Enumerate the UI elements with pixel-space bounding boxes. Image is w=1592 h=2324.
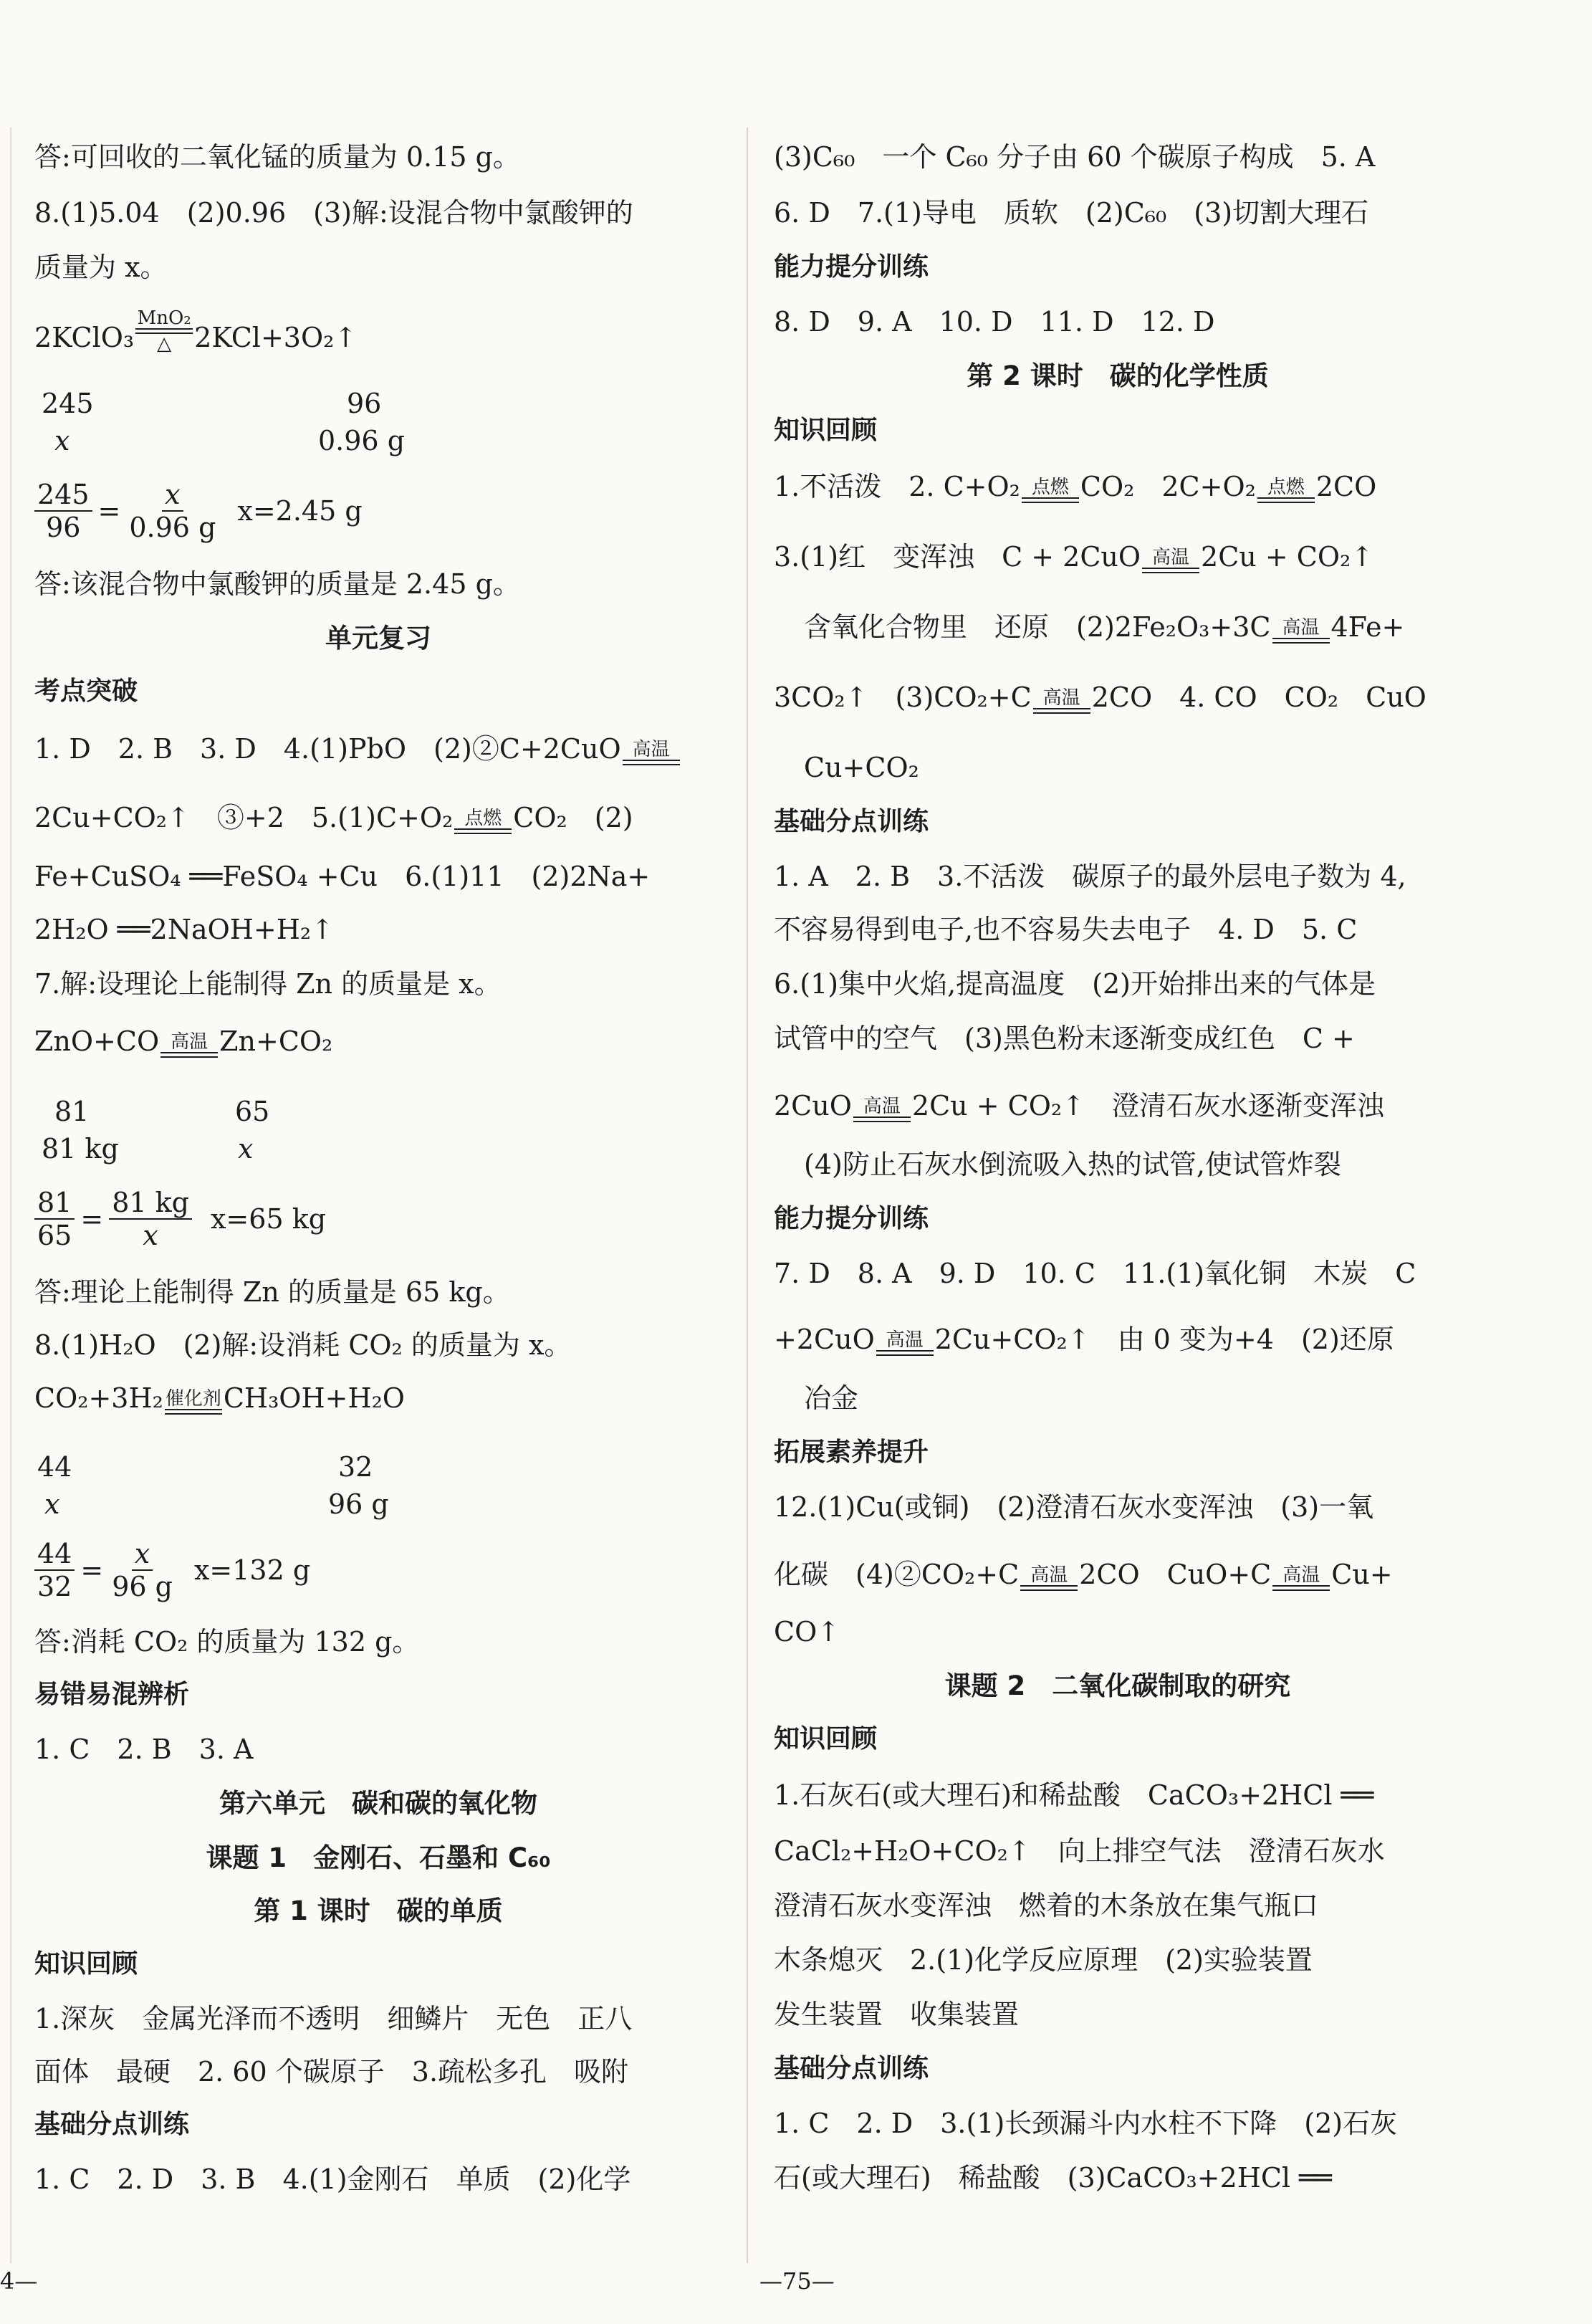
text-line: Fe+CuSO₄ ══FeSO₄ +Cu 6.(1)11 (2)2Na+ [34, 861, 651, 892]
column-divider [747, 128, 748, 2263]
equation-rhs: Zn+CO₂ [219, 1025, 333, 1057]
ratio-value: 96 [347, 388, 382, 419]
equation-rhs: CH₃OH+H₂O [223, 1382, 405, 1414]
equals-bar [1257, 497, 1315, 503]
text-segment: 化碳 (4)②CO₂+C [774, 1559, 1020, 1590]
result: x=65 kg [211, 1203, 327, 1235]
text-line: 木条熄灭 2.(1)化学反应原理 (2)实验装置 [774, 1944, 1313, 1976]
condition-top: 高温 [1030, 1564, 1068, 1586]
ratio-value: x [54, 425, 70, 456]
equation-lhs: ZnO+CO [34, 1025, 160, 1057]
text-line: Cu+CO₂ [804, 752, 919, 783]
reaction-condition [1272, 618, 1330, 644]
subsection-heading: 知识回顾 [774, 1724, 878, 1754]
condition-top: 高温 [1282, 617, 1320, 639]
ratio-value: 96 g [328, 1488, 389, 1520]
text-line: 1. A 2. B 3.不活泼 碳原子的最外层电子数为 4, [774, 861, 1406, 892]
reaction-condition [1272, 1565, 1330, 1591]
denominator: 0.96 g [129, 512, 216, 543]
condition-top: 高温 [632, 739, 670, 760]
text-segment: CO₂ 2C+O₂ [1080, 471, 1256, 502]
text-line: 8.(1)H₂O (2)解:设消耗 CO₂ 的质量为 x。 [34, 1329, 572, 1361]
equals-bar [623, 760, 680, 765]
subsection-heading: 能力提分训练 [774, 252, 929, 282]
equals-bar [165, 1409, 222, 1415]
denominator: x [143, 1220, 158, 1251]
equals-bar [1272, 1585, 1330, 1591]
ratio-value: 0.96 g [318, 425, 406, 456]
text-line: 石(或大理石) 稀盐酸 (3)CaCO₃+2HCl ══ [774, 2162, 1332, 2194]
equals-sign: = [80, 1554, 104, 1586]
subsection-heading: 知识回顾 [34, 1949, 138, 1979]
text-line: 1. C 2. B 3. A [34, 1734, 254, 1765]
text-line: 不容易得到电子,也不容易失去电子 4. D 5. C [774, 914, 1358, 945]
subsection-heading: 易错易混辨析 [34, 1680, 190, 1709]
text-line: 7. D 8. A 9. D 10. C 11.(1)氧化铜 木炭 C [774, 1258, 1416, 1289]
equation-lhs: CO₂+3H₂ [34, 1382, 163, 1414]
text-line: 6.(1)集中火焰,提高温度 (2)开始排出来的气体是 [774, 968, 1376, 1000]
equals-bar [1020, 1585, 1078, 1591]
condition-top: 点燃 [464, 808, 502, 829]
numerator: x [132, 1538, 153, 1571]
text-line: CaCl₂+H₂O+CO₂↑ 向上排空气法 澄清石灰水 [774, 1835, 1385, 1867]
text-line: 冶金 [804, 1382, 859, 1414]
text-line: 8.(1)5.04 (2)0.96 (3)解:设混合物中氯酸钾的 [34, 197, 633, 229]
equation [34, 1382, 405, 1415]
text-segment: 1. D 2. B 3. D 4.(1)PbO (2)②C+2CuO [34, 733, 621, 765]
text-line: 12.(1)Cu(或铜) (2)澄清石灰水变浑浊 (3)一氧 [774, 1491, 1374, 1523]
page-number: —75— [759, 2267, 835, 2295]
condition-top: 催化剂 [165, 1388, 221, 1410]
text-line: 7.解:设理论上能制得 Zn 的质量是 x。 [34, 968, 502, 1000]
fraction [109, 1538, 176, 1602]
text-line: 1.深灰 金属光泽而不透明 细鳞片 无色 正八 [34, 2003, 633, 2034]
denominator: 65 [37, 1220, 72, 1251]
text-line: 答:可回收的二氧化锰的质量为 0.15 g。 [34, 141, 520, 173]
ratio-value: 81 [54, 1096, 90, 1127]
fraction [34, 479, 92, 543]
equals-sign: = [97, 495, 121, 527]
text-line [774, 1558, 1393, 1591]
text-segment: 2Cu + CO₂↑ [1201, 541, 1374, 573]
condition-top: 高温 [1282, 1564, 1320, 1586]
section-heading: 第 2 课时 碳的化学性质 [967, 360, 1269, 391]
text-line: 1. C 2. D 3.(1)长颈漏斗内水柱不下降 (2)石灰 [774, 2108, 1398, 2139]
text-segment: Cu+ [1331, 1559, 1393, 1590]
reaction-condition [1257, 477, 1315, 503]
text-segment: 3CO₂↑ (3)CO₂+C [774, 682, 1032, 713]
result: x=132 g [193, 1554, 311, 1586]
text-line: 面体 最硬 2. 60 个碳原子 3.疏松多孔 吸附 [34, 2056, 629, 2088]
text-line [34, 801, 633, 834]
denominator: 96 g [112, 1571, 173, 1602]
reaction-condition [876, 1330, 934, 1356]
denominator: 96 [46, 512, 81, 543]
ratio-value: 245 [42, 388, 94, 419]
reaction-condition [160, 1032, 218, 1058]
reaction-condition [135, 308, 193, 354]
text-line: 质量为 x。 [34, 252, 168, 283]
numerator: 245 [34, 479, 92, 512]
section-heading: 第 1 课时 碳的单质 [254, 1895, 503, 1926]
section-heading: 单元复习 [325, 623, 431, 654]
reaction-condition [1142, 547, 1199, 573]
text-segment: 2CO CuO+C [1079, 1559, 1272, 1590]
reaction-condition [454, 808, 512, 834]
section-heading: 课题 2 二氧化碳制取的研究 [944, 1670, 1291, 1701]
numerator: 81 kg [109, 1187, 192, 1220]
equation [34, 1025, 332, 1058]
condition-top: 高温 [1152, 547, 1190, 568]
equals-bar [853, 1116, 911, 1122]
subsection-heading: 拓展素养提升 [774, 1438, 929, 1467]
section-heading: 课题 1 金刚石、石墨和 C₆₀ [206, 1842, 551, 1873]
previous-page-number: 4— [0, 2267, 38, 2295]
condition-top: 点燃 [1031, 477, 1069, 498]
equation-rhs: 2KCl+3O₂↑ [194, 322, 358, 353]
text-segment: 3.(1)红 变浑浊 C + 2CuO [774, 541, 1141, 573]
text-segment: 2Cu + CO₂↑ 澄清石灰水逐渐变浑浊 [911, 1090, 1384, 1122]
fraction [34, 1538, 75, 1602]
text-segment: 2CO 4. CO CO₂ CuO [1091, 682, 1426, 713]
ratio-value: x [44, 1488, 60, 1520]
equals-bar [1272, 638, 1330, 644]
proportion [34, 1538, 310, 1602]
numerator: 44 [34, 1538, 75, 1571]
numerator: 81 [34, 1187, 75, 1220]
condition-top: MnO₂ [137, 307, 191, 329]
text-segment: 2Cu+CO₂↑ ③+2 5.(1)C+O₂ [34, 802, 454, 833]
text-line [774, 1323, 1394, 1356]
text-segment: 4Fe+ [1330, 611, 1405, 643]
condition-top: 高温 [863, 1096, 901, 1117]
left-margin-line [10, 128, 11, 2263]
subsection-heading: 考点突破 [34, 676, 138, 706]
ratio-value: 32 [338, 1451, 373, 1483]
fraction [109, 1187, 192, 1251]
equation-lhs: 2KClO₃ [34, 322, 135, 353]
section-heading: 第六单元 碳和碳的氧化物 [219, 1788, 537, 1819]
text-line: 1. C 2. D 3. B 4.(1)金刚石 单质 (2)化学 [34, 2163, 631, 2195]
text-segment: 2CO [1315, 471, 1377, 502]
text-line: (3)C₆₀ 一个 C₆₀ 分子由 60 个碳原子构成 5. A [774, 141, 1376, 173]
equals-sign: = [80, 1203, 104, 1235]
condition-top: 高温 [1042, 687, 1080, 709]
text-segment: 含氧化合物里 还原 (2)2Fe₂O₃+3C [804, 611, 1271, 643]
subsection-heading: 基础分点训练 [34, 2110, 190, 2139]
text-segment: +2CuO [774, 1324, 875, 1355]
text-line: (4)防止石灰水倒流吸入热的试管,使试管炸裂 [804, 1149, 1341, 1180]
equals-bar [876, 1350, 934, 1356]
reaction-condition [623, 740, 680, 765]
text-line: 8. D 9. A 10. D 11. D 12. D [774, 306, 1215, 338]
numerator: x [162, 479, 183, 512]
equals-bar [1033, 708, 1090, 714]
text-line: 6. D 7.(1)导电 质软 (2)C₆₀ (3)切割大理石 [774, 197, 1369, 229]
proportion [34, 479, 363, 543]
text-line [774, 470, 1376, 503]
condition-top: 高温 [171, 1031, 208, 1053]
text-line: 答:理论上能制得 Zn 的质量是 65 kg。 [34, 1276, 510, 1308]
fraction [126, 479, 219, 543]
equals-bar [1022, 497, 1079, 503]
subsection-heading: 基础分点训练 [774, 807, 929, 836]
text-segment: 2CuO [774, 1090, 852, 1122]
subsection-heading: 基础分点训练 [774, 2054, 929, 2083]
text-line: 1.石灰石(或大理石)和稀盐酸 CaCO₃+2HCl ══ [774, 1779, 1374, 1811]
reaction-condition [1022, 477, 1079, 503]
text-line: 澄清石灰水变浑浊 燃着的木条放在集气瓶口 [774, 1890, 1319, 1921]
result: x=2.45 g [237, 495, 363, 527]
condition-top: 点燃 [1267, 477, 1305, 498]
text-segment: 1.不活泼 2. C+O₂ [774, 471, 1020, 502]
ratio-value: 44 [37, 1451, 72, 1483]
reaction-condition [165, 1389, 222, 1415]
reaction-condition [1020, 1565, 1078, 1591]
text-line [804, 611, 1404, 644]
text-line [774, 540, 1373, 573]
text-segment: CO₂ (2) [513, 802, 633, 833]
equals-bar [454, 828, 512, 834]
text-line: 答:该混合物中氯酸钾的质量是 2.45 g。 [34, 568, 520, 600]
reaction-condition [853, 1096, 911, 1122]
text-line [34, 732, 681, 765]
reaction-condition [1033, 688, 1090, 714]
text-line: 2H₂O ══2NaOH+H₂↑ [34, 914, 334, 945]
equals-bar [160, 1052, 218, 1058]
condition-top: 高温 [886, 1329, 924, 1351]
condition-bottom: △ [157, 333, 172, 355]
ratio-value: x [238, 1133, 254, 1165]
equation [34, 308, 357, 354]
ratio-value: 81 kg [42, 1133, 119, 1165]
text-line: 试管中的空气 (3)黑色粉末逐渐变成红色 C + [774, 1023, 1355, 1054]
text-line: 发生装置 收集装置 [774, 1999, 1020, 2030]
text-line: CO↑ [774, 1616, 840, 1648]
proportion [34, 1187, 326, 1251]
equals-bar [1142, 568, 1199, 573]
text-line: 答:消耗 CO₂ 的质量为 132 g。 [34, 1626, 420, 1658]
subsection-heading: 知识回顾 [774, 416, 878, 445]
text-line [774, 681, 1426, 714]
ratio-value: 65 [235, 1096, 270, 1127]
subsection-heading: 能力提分训练 [774, 1204, 929, 1233]
denominator: 32 [37, 1571, 72, 1602]
fraction [34, 1187, 75, 1251]
text-line [774, 1089, 1384, 1122]
text-segment: 2Cu+CO₂↑ 由 0 变为+4 (2)还原 [934, 1324, 1394, 1355]
